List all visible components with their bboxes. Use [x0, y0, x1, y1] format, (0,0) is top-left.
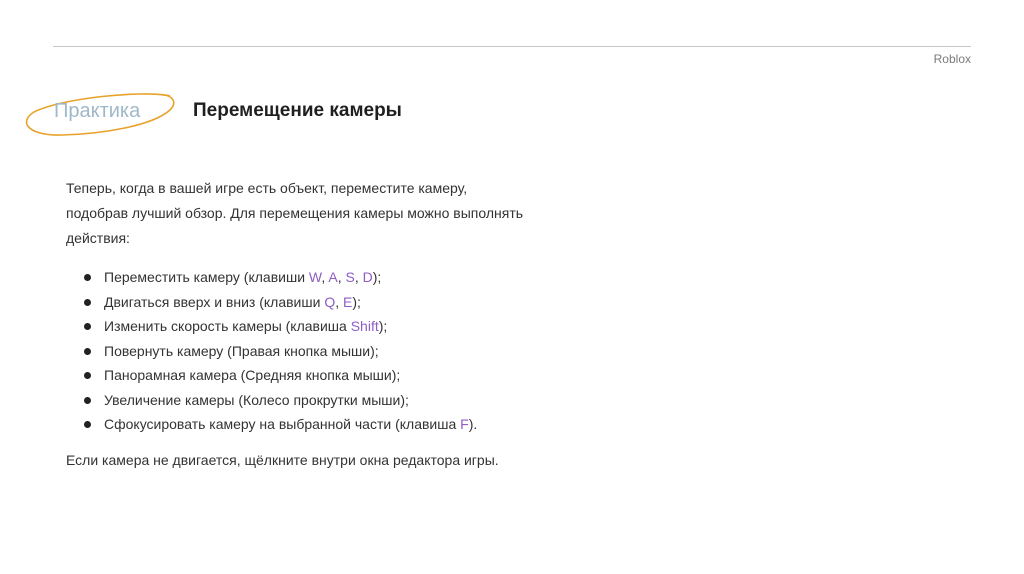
list-item — [84, 412, 477, 437]
intro-line: Теперь, когда в вашей игре есть объект, переместите камеру, — [66, 180, 468, 196]
section-label: Практика — [54, 100, 141, 122]
footer-note: Если камера не двигается, щёлкните внутри окна редактора игры. — [66, 452, 499, 468]
intro-line: действия: — [66, 230, 130, 246]
key-label: E — [343, 293, 353, 310]
list-item-text: Изменить скорость камеры (клавиша — [104, 318, 351, 334]
list-item-text: Двигаться вверх и вниз (клавиши — [104, 293, 325, 310]
list-item-text: Повернуть камеру (Правая кнопка мыши); — [104, 342, 379, 359]
key-label: Shift — [350, 318, 379, 334]
list-item: Переместить камеру (клавиши W, A, S, D); — [84, 265, 477, 290]
list-item-text: Увеличение камеры (Колесо прокрутки мыши); — [104, 391, 409, 408]
list-item-suffix: ); — [378, 318, 388, 334]
controls-list — [84, 265, 477, 437]
list-item — [84, 363, 477, 388]
intro-paragraph — [66, 176, 566, 251]
list-item-suffix: ); — [352, 293, 361, 310]
key-label: S — [345, 269, 355, 285]
brand-label: Roblox — [933, 52, 971, 66]
key-label: D — [362, 269, 373, 285]
top-divider — [53, 46, 971, 47]
list-item-text: Панорамная камера (Средняя кнопка мыши); — [104, 367, 401, 383]
key-label: W — [308, 269, 322, 285]
list-item — [84, 339, 477, 364]
list-item — [84, 388, 477, 413]
list-item-text: Сфокусировать камеру на выбранной части (клавиша — [104, 416, 461, 432]
list-item-suffix: ); — [372, 269, 382, 285]
list-item-suffix: ). — [468, 416, 478, 432]
slide-title: Перемещение камеры — [193, 100, 402, 121]
intro-line: подобрав лучший обзор. Для перемещения камеры можно выполнять — [66, 205, 524, 221]
list-item — [84, 314, 477, 339]
key-label: A — [328, 269, 338, 285]
list-item-text: Переместить камеру (клавиши — [104, 269, 309, 285]
list-item: Двигаться вверх и вниз (клавиши Q, E); — [84, 290, 477, 315]
key-label: F — [460, 416, 469, 432]
key-label: Q — [324, 293, 336, 310]
